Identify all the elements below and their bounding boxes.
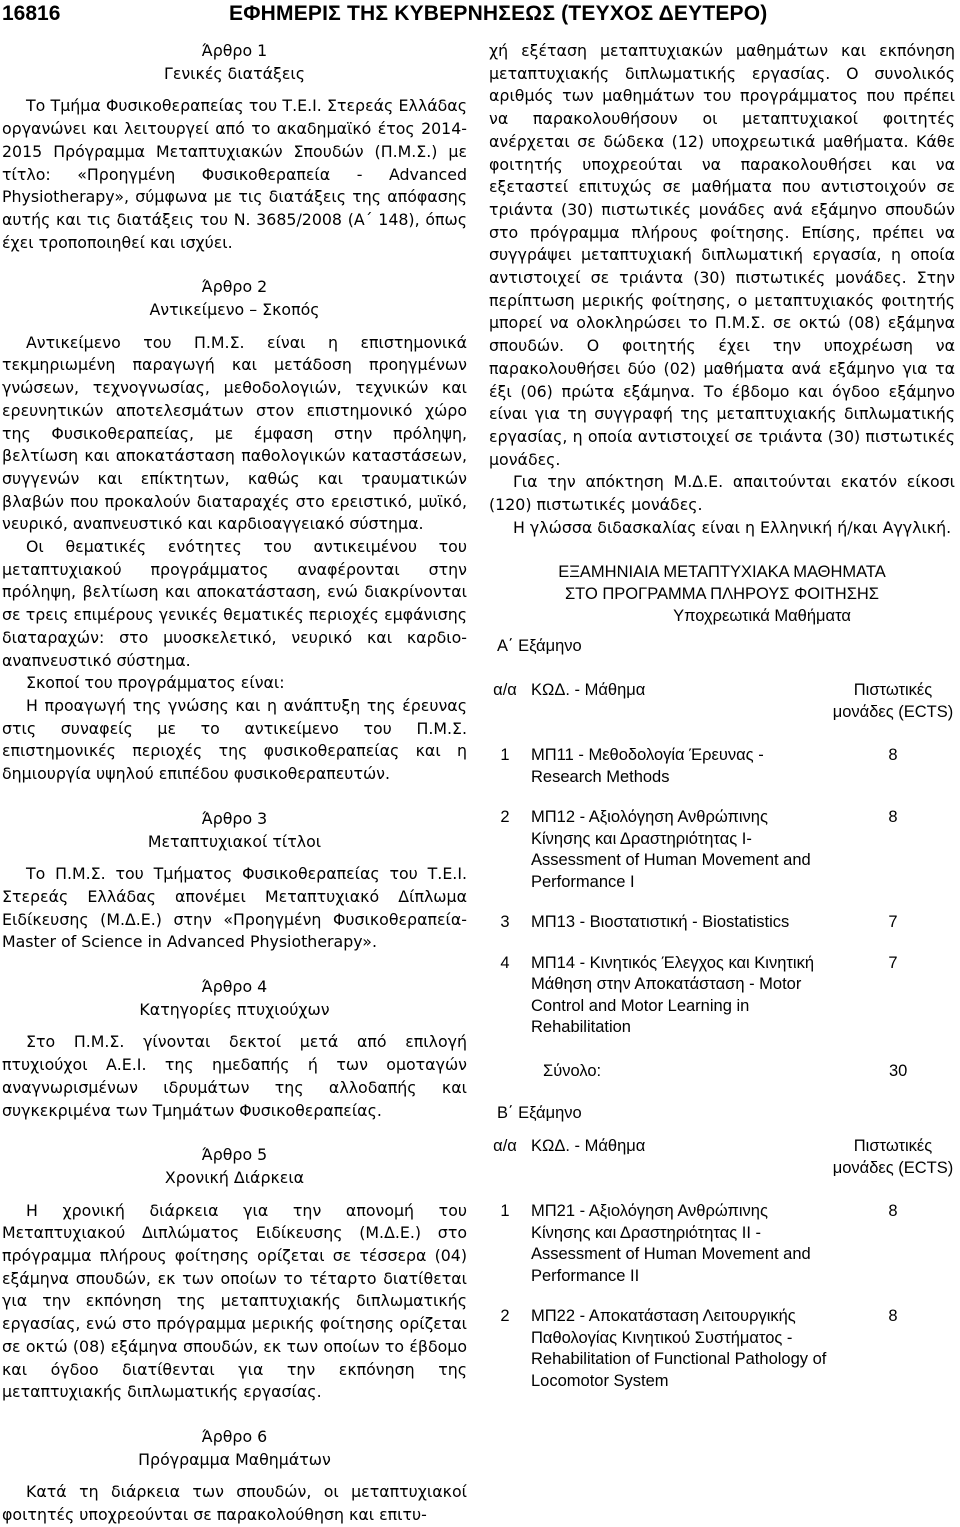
row-course: ΜΠ12 - Αξιολόγηση Ανθρώπινης Κίνησης και Δραστηριότητας I- Assessment of Human Movement and Performance I bbox=[531, 808, 811, 891]
table-header-row bbox=[489, 1136, 955, 1201]
article-6-title: Άρθρο 6 bbox=[201, 1426, 268, 1446]
language-note: Η γλώσσα διδασκαλίας είναι η Ελληνική ή/και Αγγλική. bbox=[513, 517, 952, 537]
row-no: 1 bbox=[500, 746, 510, 765]
col-header-ects: Πιστωτικές μονάδες (ECTS) bbox=[832, 1137, 954, 1177]
semester-a-label: Α΄ Εξάμηνο bbox=[497, 637, 582, 656]
table-row bbox=[489, 953, 955, 1058]
semester-a-total bbox=[489, 1060, 955, 1086]
table-row bbox=[489, 807, 955, 912]
table-subtitle: Υποχρεωτικά Μαθήματα bbox=[673, 607, 851, 626]
row-course: ΜΠ13 - Βιοστατιστική - Biostatistics bbox=[531, 913, 790, 932]
table-title-line-1: ΕΞΑΜΗΝΙΑΙΑ ΜΕΤΑΠΤΥΧΙΑΚΑ ΜΑΘΗΜΑΤΑ bbox=[558, 563, 886, 582]
article-4-subtitle: Κατηγορίες πτυχιούχων bbox=[139, 999, 330, 1019]
article-5-title: Άρθρο 5 bbox=[201, 1145, 268, 1165]
row-ects: 8 bbox=[888, 1307, 898, 1326]
article-2-paragraph-1: Αντικείμενο του Π.Μ.Σ. είναι η επιστημονικά τεκμηριωμένη παραγωγή και μετάδοση προηγμένων γνώσεων, τεχνογνωσίας, μεθοδολογιών, τεχνικών και ερευνητικών αποτελεσμάτων στον επιστημονικό χώρο της Φυσικοθεραπείας, με έμφαση στην πρόληψη, βελτίωση και αποκατάσταση παθολογικών καταστάσεων, συγγενών και επίκτητων, καθώς και τραυματικών βλαβών που προκαλούν διαταραχές στο ερειστικό, μυϊκό, νευρικό, αναπνευστικό και καρδιοαγγειακό σύστημα. bbox=[2, 332, 467, 534]
article-6-subtitle: Πρόγραμμα Μαθημάτων bbox=[138, 1449, 331, 1469]
article-4-body: Στο Π.Μ.Σ. γίνονται δεκτοί μετά από επιλογή πτυχιούχοι Α.Ε.Ι. της ημεδαπής ή των ομοταγών αναγνωρισμένων ιδρυμάτων της αλλοδαπής και συγκεκριμένα των Τμημάτων Φυσικοθεραπείας. bbox=[2, 1032, 467, 1120]
row-no: 3 bbox=[500, 913, 510, 932]
right-column bbox=[489, 40, 955, 1411]
article-6-body: Κατά τη διάρκεια των σπουδών, οι μεταπτυχιακοί φοιτητές υποχρεούνται σε παρακολούθηση και επιτυ- bbox=[2, 1482, 467, 1525]
article-3-title: Άρθρο 3 bbox=[201, 808, 268, 828]
article-1-body: Το Τμήμα Φυσικοθεραπείας του Τ.Ε.Ι. Στερεάς Ελλάδας οργανώνει και λειτουργεί από το ακαδημαϊκό έτος 2014-2015 Πρόγραμμα Μεταπτυχιακών Σπουδών (Π.Μ.Σ.) με τίτλο: «Προηγμένη Φυσικοθεραπεία - Advanced Physiotherapy», σύμφωνα με τις διατάξεις της απόφασης αυτής και τις διατάξεις του Ν. 3685/2008 (Α΄ 148), όπως έχει τροποποιηθεί και ισχύει. bbox=[2, 96, 467, 252]
article-2-paragraph-2: Οι θεματικές ενότητες του αντικειμένου του μεταπτυχιακού προγράμματος αναφέρονται στην πρόληψη, βελτίωση και αποκατάσταση, ενώ διακρίνονται σε τρεις επιμέρους γενικές θεματικές περιοχές εμφάνισης διαταραχών: στο μυοσκελετικό, νευρικό και καρδιο-αναπνευστικό σύστημα. bbox=[2, 537, 467, 670]
ects-requirement: Για την απόκτηση Μ.Δ.Ε. απαιτούνται εκατόν είκοσι (120) πιστωτικές μονάδες. bbox=[489, 472, 955, 515]
article-5-body: Η χρονική διάρκεια για την απονομή του Μεταπτυχιακού Διπλώματος Ειδίκευσης (Μ.Δ.Ε.) στο πρόγραμμα πλήρους φοίτησης ορίζεται σε τέσσερα (04) εξάμηνα σπουδών, εκ των οποίων το τέταρτο διατίθεται για την εκπόνηση της μεταπτυχιακής διπλωματικής εργασίας, ενώ στο πρόγραμμα μερικής φοίτησης ορίζεται σε οκτώ (08) εξάμηνα σπουδών, εκ των οποίων το έβδομο και όγδοο διατίθενται για την εκπόνηση της μεταπτυχιακής διπλωματικής εργασίας. bbox=[2, 1200, 467, 1402]
article-2-title: Άρθρο 2 bbox=[201, 277, 268, 297]
row-no: 4 bbox=[500, 953, 510, 972]
col-header-course: ΚΩΔ. - Μάθημα bbox=[531, 1137, 646, 1156]
article-3-body: Το Π.Μ.Σ. του Τμήματος Φυσικοθεραπείας του Τ.Ε.Ι. Στερεάς Ελλάδας απονέμει Μεταπτυχιακό Δίπλωμα Ειδίκευσης (Μ.Δ.Ε.) στην «Προηγμένη Φυσικοθεραπεία-Master of Science in Advanced Physiotherapy». bbox=[2, 864, 467, 952]
table-row bbox=[489, 1306, 955, 1411]
row-course: ΜΠ21 - Αξιολόγηση Ανθρώπινης Κίνησης και Δραστηριότητας II - Assessment of Human Movement and Performance II bbox=[531, 1202, 811, 1285]
row-course: ΜΠ14 - Κινητικός Έλεγχος και Κινητική Μάθηση στην Αποκατάσταση - Motor Control and Motor Learning in Rehabilitation bbox=[531, 953, 814, 1037]
table-row bbox=[489, 912, 955, 953]
table-row bbox=[489, 1201, 955, 1306]
left-column bbox=[2, 40, 467, 1527]
col-header-no: α/α bbox=[493, 1137, 517, 1156]
article-1-title: Άρθρο 1 bbox=[201, 41, 268, 60]
row-course: ΜΠ22 - Αποκατάσταση Λειτουργικής Παθολογίας Κινητικού Συστήματος - Rehabilitation of Functional Pathology of Locomotor System bbox=[531, 1307, 827, 1390]
row-ects: 8 bbox=[888, 1202, 898, 1221]
semester-b-label: Β΄ Εξάμηνο bbox=[497, 1103, 582, 1122]
col-header-ects: Πιστωτικές μονάδες (ECTS) bbox=[832, 681, 954, 721]
article-2-paragraph-4: Η προαγωγή της γνώσης και η ανάπτυξη της έρευνας στις συναφείς με το αντικείμενο του Π.Μ.Σ. επιστημονικές περιοχές της φυσικοθεραπείας και η δημιουργία υψηλού επιπέδου φυσικοθεραπευτών. bbox=[2, 695, 467, 784]
table-title-line-2: ΣΤΟ ΠΡΟΓΡΑΜΜΑ ΠΛΗΡΟΥΣ ΦΟΙΤΗΣΗΣ bbox=[564, 585, 880, 604]
row-ects: 8 bbox=[888, 746, 898, 765]
semester-b-table bbox=[489, 1136, 955, 1411]
article-2-subtitle: Αντικείμενο – Σκοπός bbox=[149, 300, 320, 320]
page-header bbox=[2, 2, 958, 32]
col-header-course: ΚΩΔ. - Μάθημα bbox=[531, 681, 646, 700]
table-row bbox=[489, 745, 955, 807]
row-ects: 8 bbox=[888, 808, 898, 827]
row-ects: 7 bbox=[888, 913, 898, 932]
row-no: 2 bbox=[500, 1307, 510, 1326]
article-1-subtitle: Γενικές διατάξεις bbox=[164, 63, 305, 83]
semester-a-table bbox=[489, 680, 955, 1058]
total-label: Σύνολο: bbox=[543, 1061, 602, 1080]
row-no: 1 bbox=[500, 1202, 510, 1221]
article-2-paragraph-3: Σκοποί του προγράμματος είναι: bbox=[26, 673, 285, 693]
row-ects: 7 bbox=[888, 953, 898, 972]
article-6-continued: χή εξέταση μεταπτυχιακών μαθημάτων και εκπόνηση μεταπτυχιακής διπλωματικής εργασίας. Ο συνολικός αριθμός των μαθημάτων του προγράμματος που πρέπει να παρακολουθήσουν οι μεταπτυχιακοί φοιτητές ανέρχεται σε δώδεκα (12) υποχρεωτικά μαθήματα. Κάθε φοιτητής υποχρεούται να παρακολουθήσει και να εξεταστεί επιτυχώς σε μαθήματα που αντιστοιχούν σε τριάντα (30) πιστωτικές μονάδες ανά εξάμηνο σπουδών στο πρόγραμμα πλήρους φοίτησης. Επίσης, πρέπει να συγγράψει μεταπτυχιακή διπλωματική εργασία, η οποία αντιστοιχεί σε τριάντα (30) πιστωτικές μονάδες. Στην περίπτωση μερικής φοίτησης, ο μεταπτυχιακός φοιτητής μπορεί να ολοκληρώσει το Π.Μ.Σ. σε οκτώ (08) εξάμηνα σπουδών. Ο φοιτητής έχει την υποχρέωση να παρακολουθήσει δύο (02) μαθήματα ανά εξάμηνο για τα έξι (06) πρώτα εξάμηνα. Το έβδομο και όγδοο εξάμηνο είναι για τη συγγραφή της μεταπτυχιακής διπλωματικής εργασίας, η οποία αντιστοιχεί σε τριάντα (30) πιστωτικές μονάδες. bbox=[489, 41, 955, 469]
row-no: 2 bbox=[500, 808, 510, 827]
article-4-title: Άρθρο 4 bbox=[201, 977, 268, 997]
gazette-title: ΕΦΗΜΕΡΙΣ ΤΗΣ ΚΥΒΕΡΝΗΣΕΩΣ (ΤΕΥΧΟΣ ΔΕΥΤΕΡΟ) bbox=[229, 2, 768, 25]
row-course: ΜΠ11 - Μεθοδολογία Έρευνας - Research Methods bbox=[531, 746, 764, 786]
table-header-row bbox=[489, 680, 955, 745]
total-value: 30 bbox=[889, 1061, 908, 1080]
page-number: 16816 bbox=[2, 2, 61, 25]
col-header-no: α/α bbox=[493, 681, 517, 700]
article-3-subtitle: Μεταπτυχιακοί τίτλοι bbox=[147, 831, 322, 851]
article-5-subtitle: Χρονική Διάρκεια bbox=[164, 1167, 305, 1187]
